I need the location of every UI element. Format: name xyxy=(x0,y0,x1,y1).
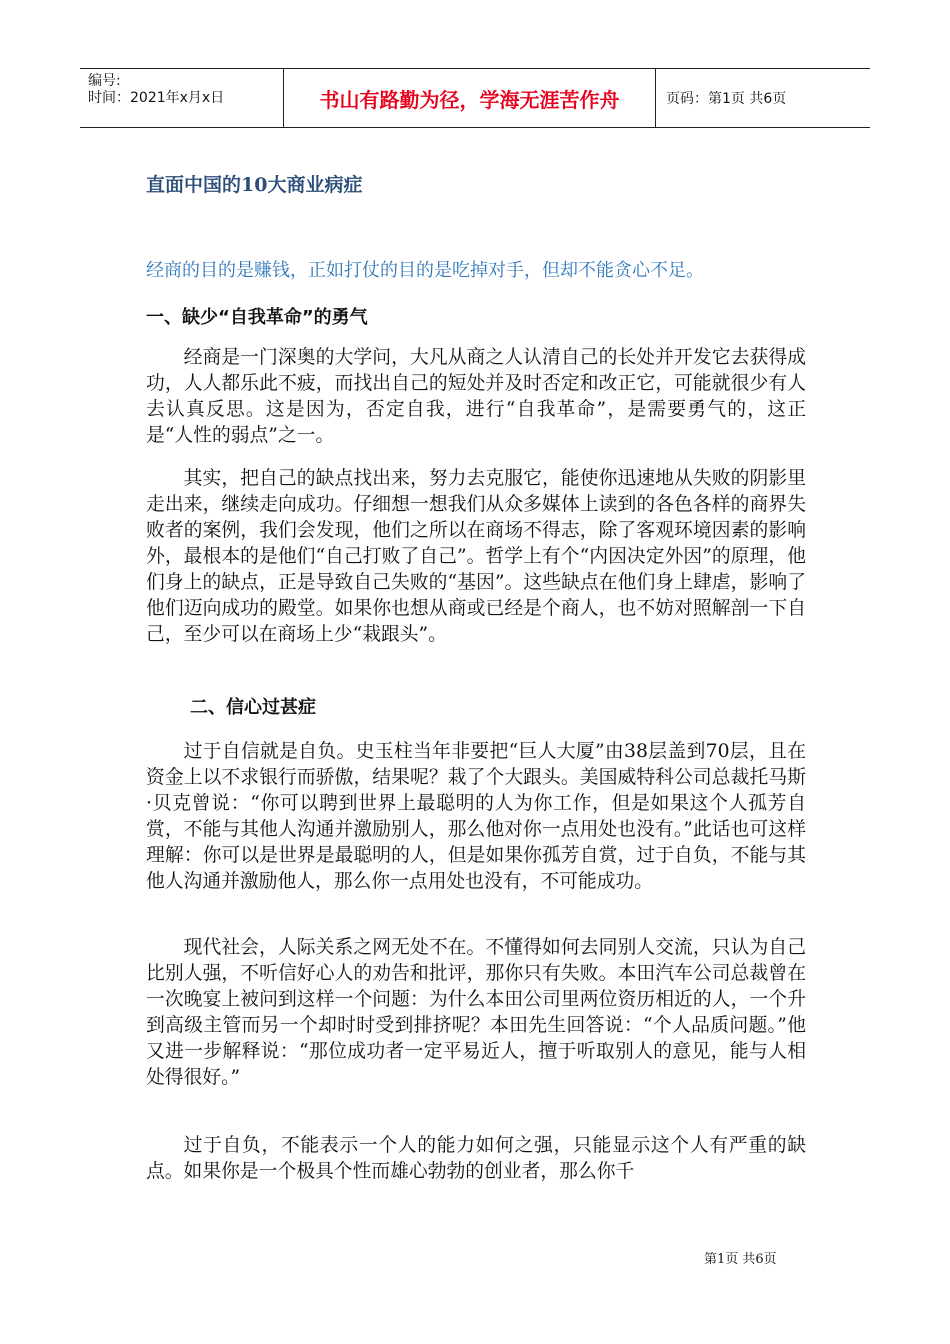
body-paragraph: 过于自信就是自负。史玉柱当年非要把“巨人大厦”由38层盖到70层，且在资金上以不求银行而骄傲，结果呢？栽了个大跟头。美国威特科公司总裁托马斯·贝克曾说：“你可以聘到世界上最聪明的人为你工作，但是如果这个人孤芳自赏，不能与其他人沟通并激励别人，那么他对你一点用处也没有。”此话也可这样理解：你可以是世界是最聪明的人，但是如果你孤芳自赏，过于自负，不能与其他人沟通并激励他人，那么你一点用处也没有，不可能成功。 xyxy=(146,741,806,892)
body-paragraph: 其实，把自己的缺点找出来，努力去克服它，能使你迅速地从失败的阴影里走出来，继续走向成功。仔细想一想我们从众多媒体上读到的各色各样的商界失败者的案例，我们会发现，他们之所以在商场不得志，除了客观环境因素的影响外，最根本的是他们“自己打败了自己”。哲学上有个“内因决定外因”的原理，他们身上的缺点，正是导致自己失败的“基因”。这些缺点在他们身上肆虐，影响了他们迈向成功的殿堂。如果你也想从商或已经是个商人，也不妨对照解剖一下自己，至少可以在商场上少“栽跟头”。 xyxy=(146,468,806,645)
document-number-label: 编号: xyxy=(88,73,121,89)
footer-page-number: 第1页 共6页 xyxy=(704,1252,777,1267)
header-page-info: 页码：第1页 共6页 xyxy=(666,91,787,107)
header-table xyxy=(80,68,870,128)
section-heading-1: 一、缺少“自我革命”的勇气 xyxy=(146,307,368,328)
header-meta-cell xyxy=(80,69,284,127)
section-heading-2: 二、信心过甚症 xyxy=(190,697,316,718)
body-paragraph: 经商是一门深奥的大学问，大凡从商之人认清自己的长处并开发它去获得成功，人人都乐此不疲，而找出自己的短处并及时否定和改正它，可能就很少有人去认真反思。这是因为，否定自我，进行“自我革命”，是需要勇气的，这正是“人性的弱点”之一。 xyxy=(146,347,806,446)
header-motto: 书山有路勤为径，学海无涯苦作舟 xyxy=(284,69,656,127)
body-paragraph: 过于自负，不能表示一个人的能力如何之强，只能显示这个人有严重的缺点。如果你是一个极具个性而雄心勃勃的创业者，那么你千 xyxy=(146,1135,806,1182)
document-date: 时间：2021年x月x日 xyxy=(88,90,225,106)
body-paragraph: 现代社会，人际关系之网无处不在。不懂得如何去同别人交流，只认为自己比别人强，不听信好心人的劝告和批评，那你只有失败。本田汽车公司总裁曾在一次晚宴上被问到这样一个问题：为什么本田公司里两位资历相近的人，一个升到高级主管而另一个却时时受到排挤呢？本田先生回答说：“个人品质问题。”他又进一步解释说：“那位成功者一定平易近人，擅于听取别人的意见，能与人相处得很好。” xyxy=(146,937,806,1088)
document-title: 直面中国的10大商业病症 xyxy=(146,174,363,196)
document-subtitle: 经商的目的是赚钱，正如打仗的目的是吃掉对手，但却不能贪心不足。 xyxy=(146,260,704,281)
